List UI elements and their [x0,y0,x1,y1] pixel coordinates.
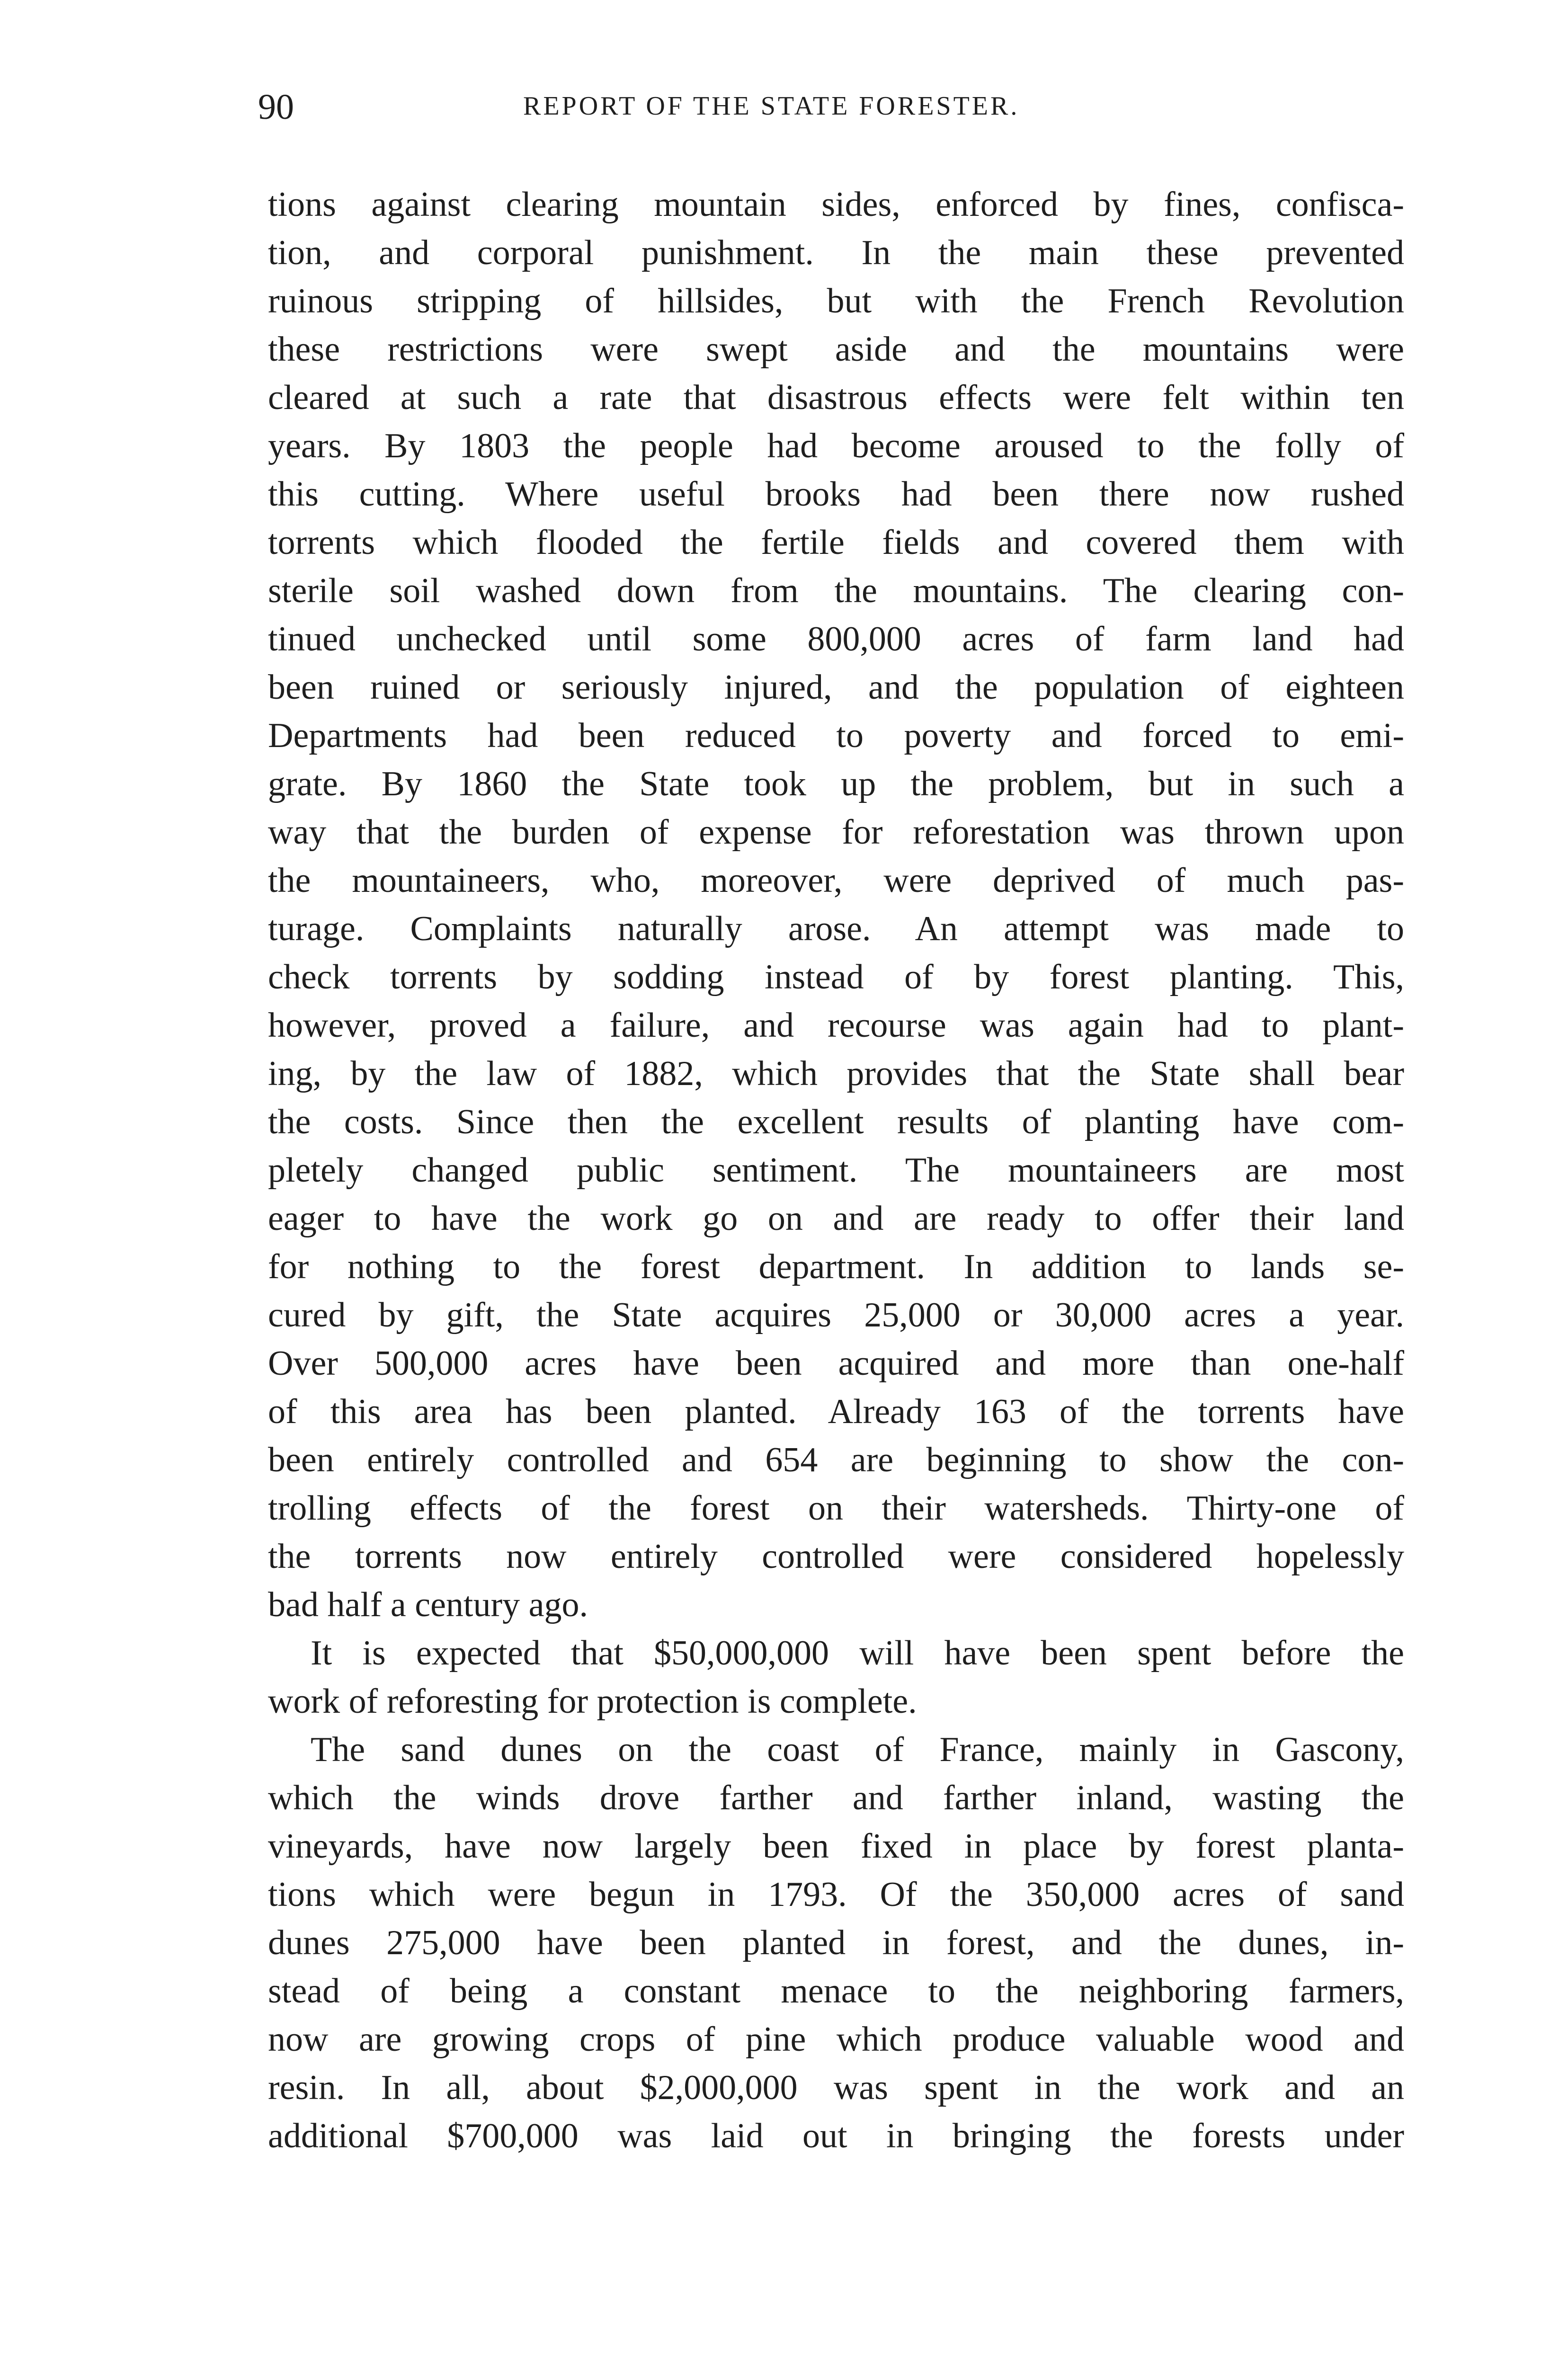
text-line: grate. By 1860 the State took up the problem, but in such a [268,765,1404,803]
text-line: which the winds drove farther and farther inland, wasting the [268,1779,1404,1817]
text-line: work of reforesting for protection is complete. [268,1682,917,1721]
text-line: The sand dunes on the coast of France, mainly in Gascony, [311,1730,1404,1769]
text-line: however, proved a failure, and recourse was again had to plant- [268,1006,1404,1045]
text-line: way that the burden of expense for reforestation was thrown upon [268,813,1404,852]
running-head: REPORT OF THE STATE FORESTER. [523,91,1020,121]
text-line: the mountaineers, who, moreover, were deprived of much pas- [268,861,1404,900]
text-line: for nothing to the forest department. In addition to lands se- [268,1247,1404,1286]
text-line: tinued unchecked until some 800,000 acres of farm land had [268,620,1404,658]
text-line: been ruined or seriously injured, and the population of eighteen [268,668,1404,707]
page-number: 90 [258,87,294,127]
text-line: pletely changed public sentiment. The mountaineers are most [268,1151,1404,1190]
text-line: ing, by the law of 1882, which provides that the State shall bear [268,1054,1404,1093]
text-line: It is expected that $50,000,000 will have been spent before the [311,1634,1404,1673]
text-line: tions which were begun in 1793. Of the 350,000 acres of sand [268,1875,1404,1914]
text-line: sterile soil washed down from the mountains. The clearing con- [268,571,1404,610]
text-line: cured by gift, the State acquires 25,000 or 30,000 acres a year. [268,1296,1404,1335]
text-line: turage. Complaints naturally arose. An attempt was made to [268,909,1404,948]
text-line: been entirely controlled and 654 are beginning to show the con- [268,1441,1404,1479]
text-line: dunes 275,000 have been planted in forest, and the dunes, in- [268,1923,1404,1962]
text-line: check torrents by sodding instead of by forest planting. This, [268,958,1404,997]
text-line: of this area has been planted. Already 163 of the torrents have [268,1392,1404,1431]
text-line: bad half a century ago. [268,1585,588,1624]
text-line: trolling effects of the forest on their watersheds. Thirty-one of [268,1489,1404,1528]
text-line: stead of being a constant menace to the neighboring farmers, [268,1972,1404,2011]
text-line: torrents which flooded the fertile fields and covered them with [268,523,1404,562]
text-line: eager to have the work go on and are ready to offer their land [268,1199,1404,1238]
text-line: additional $700,000 was laid out in bringing the forests under [268,2117,1404,2155]
text-line: cleared at such a rate that disastrous effects were felt within ten [268,378,1404,417]
text-line: Over 500,000 acres have been acquired and more than one-half [268,1344,1404,1383]
text-line: these restrictions were swept aside and the mountains were [268,330,1404,369]
text-line: the costs. Since then the excellent results of planting have com- [268,1103,1404,1141]
text-line: years. By 1803 the people had become aroused to the folly of [268,427,1404,465]
text-line: ruinous stripping of hillsides, but with the French Revolution [268,282,1404,320]
text-line: vineyards, have now largely been fixed in place by forest planta- [268,1827,1404,1866]
text-line: resin. In all, about $2,000,000 was spent in the work and an [268,2068,1404,2107]
text-line: tion, and corporal punishment. In the main these prevented [268,233,1404,272]
text-line: this cutting. Where useful brooks had been there now rushed [268,475,1404,514]
text-line: tions against clearing mountain sides, enforced by fines, confisca- [268,185,1404,224]
text-line: now are growing crops of pine which produce valuable wood and [268,2020,1404,2059]
text-line: Departments had been reduced to poverty and forced to emi- [268,716,1404,755]
text-line: the torrents now entirely controlled were considered hopelessly [268,1537,1404,1576]
